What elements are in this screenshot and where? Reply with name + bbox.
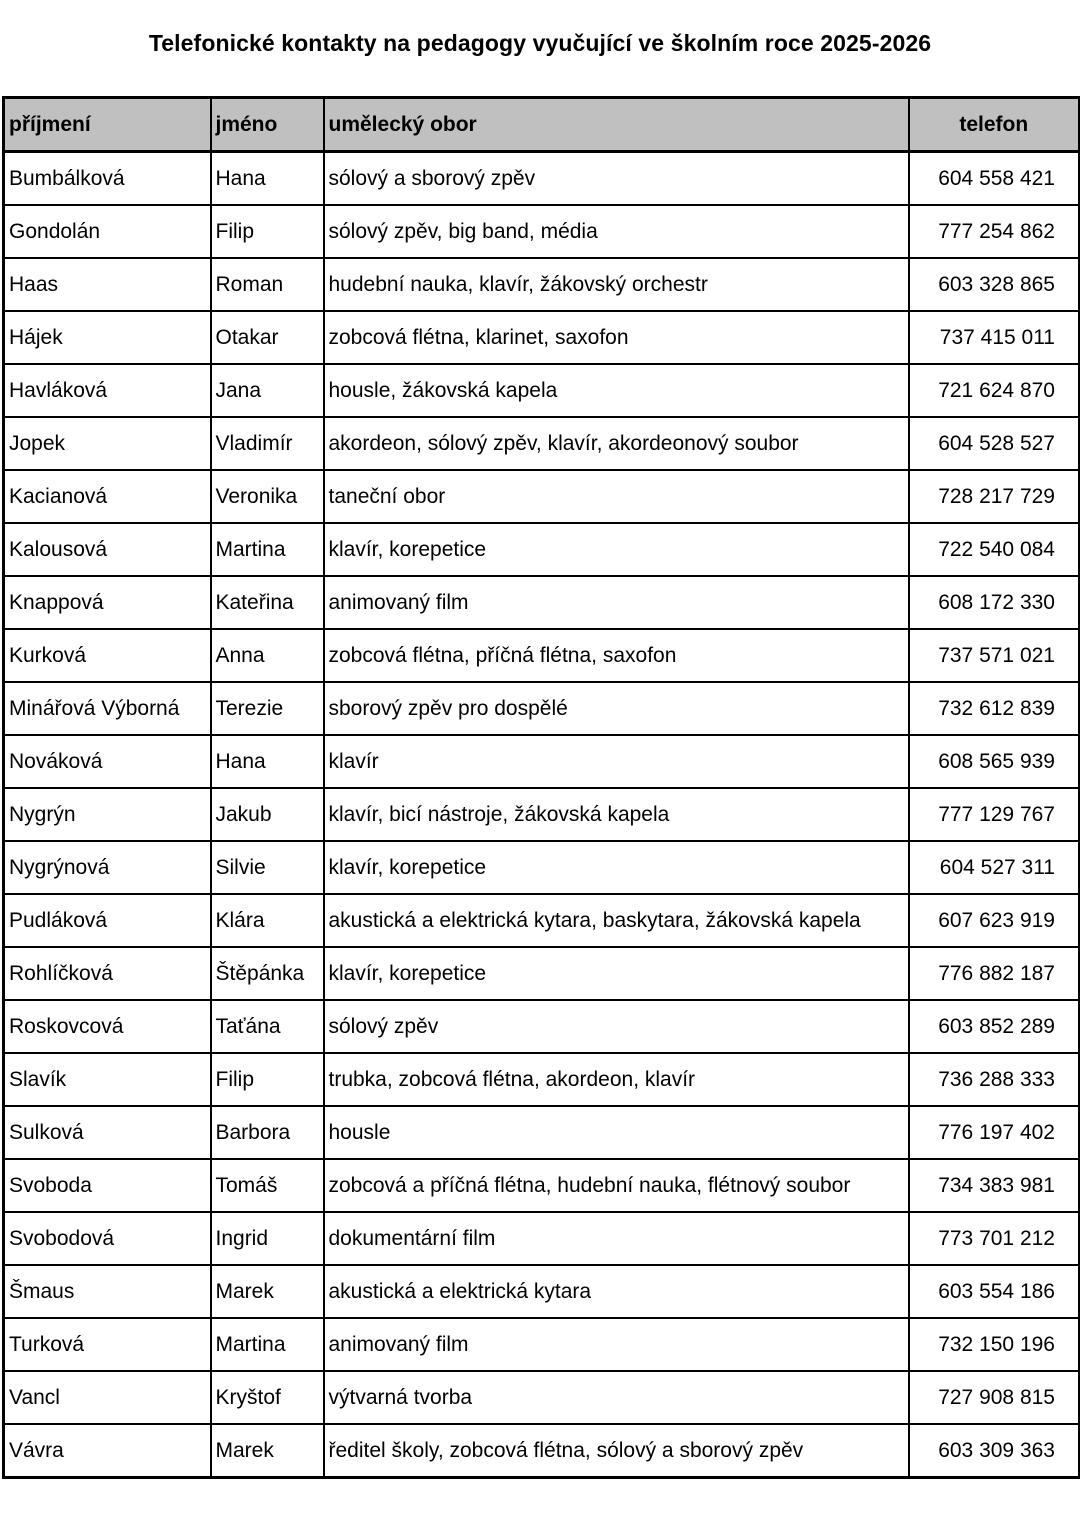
table-row bbox=[4, 258, 1080, 311]
table-row bbox=[4, 576, 1080, 629]
table-row bbox=[4, 1000, 1080, 1053]
cell-surname: Minářová Výborná bbox=[4, 682, 211, 735]
cell-phone: 777 254 862 bbox=[909, 205, 1080, 258]
table-row bbox=[4, 1053, 1080, 1106]
cell-surname: Svobodová bbox=[4, 1212, 211, 1265]
cell-field: zobcová a příčná flétna, hudební nauka, flétnový soubor bbox=[324, 1159, 909, 1212]
cell-surname: Vancl bbox=[4, 1371, 211, 1424]
cell-phone: 777 129 767 bbox=[909, 788, 1080, 841]
cell-surname: Rohlíčková bbox=[4, 947, 211, 1000]
cell-first-name: Martina bbox=[211, 523, 324, 576]
cell-first-name: Terezie bbox=[211, 682, 324, 735]
cell-phone: 734 383 981 bbox=[909, 1159, 1080, 1212]
cell-first-name: Marek bbox=[211, 1265, 324, 1318]
column-header-first-name: jméno bbox=[211, 98, 324, 152]
table-row bbox=[4, 1424, 1080, 1478]
cell-field: sólový zpěv bbox=[324, 1000, 909, 1053]
table-row bbox=[4, 629, 1080, 682]
cell-phone: 773 701 212 bbox=[909, 1212, 1080, 1265]
table-row bbox=[4, 470, 1080, 523]
cell-field: akustická a elektrická kytara bbox=[324, 1265, 909, 1318]
cell-field: klavír bbox=[324, 735, 909, 788]
cell-surname: Havláková bbox=[4, 364, 211, 417]
cell-surname: Pudláková bbox=[4, 894, 211, 947]
cell-phone: 727 908 815 bbox=[909, 1371, 1080, 1424]
cell-first-name: Veronika bbox=[211, 470, 324, 523]
cell-first-name: Taťána bbox=[211, 1000, 324, 1053]
cell-first-name: Ingrid bbox=[211, 1212, 324, 1265]
table-row bbox=[4, 947, 1080, 1000]
cell-phone: 776 882 187 bbox=[909, 947, 1080, 1000]
cell-phone: 736 288 333 bbox=[909, 1053, 1080, 1106]
table-row bbox=[4, 1371, 1080, 1424]
cell-first-name: Hana bbox=[211, 152, 324, 206]
table-row bbox=[4, 735, 1080, 788]
cell-phone: 603 328 865 bbox=[909, 258, 1080, 311]
cell-surname: Svoboda bbox=[4, 1159, 211, 1212]
column-header-field: umělecký obor bbox=[324, 98, 909, 152]
table-row bbox=[4, 523, 1080, 576]
cell-field: klavír, korepetice bbox=[324, 841, 909, 894]
cell-field: zobcová flétna, příčná flétna, saxofon bbox=[324, 629, 909, 682]
table-row bbox=[4, 1265, 1080, 1318]
cell-phone: 604 528 527 bbox=[909, 417, 1080, 470]
cell-first-name: Marek bbox=[211, 1424, 324, 1478]
cell-first-name: Anna bbox=[211, 629, 324, 682]
cell-surname: Šmaus bbox=[4, 1265, 211, 1318]
cell-surname: Gondolán bbox=[4, 205, 211, 258]
cell-field: trubka, zobcová flétna, akordeon, klavír bbox=[324, 1053, 909, 1106]
cell-phone: 607 623 919 bbox=[909, 894, 1080, 947]
cell-phone: 728 217 729 bbox=[909, 470, 1080, 523]
cell-first-name: Silvie bbox=[211, 841, 324, 894]
table-row bbox=[4, 364, 1080, 417]
cell-first-name: Kryštof bbox=[211, 1371, 324, 1424]
cell-phone: 604 527 311 bbox=[909, 841, 1080, 894]
table-header-row bbox=[4, 98, 1080, 152]
cell-first-name: Vladimír bbox=[211, 417, 324, 470]
cell-field: výtvarná tvorba bbox=[324, 1371, 909, 1424]
cell-field: taneční obor bbox=[324, 470, 909, 523]
cell-field: sólový zpěv, big band, média bbox=[324, 205, 909, 258]
cell-first-name: Jana bbox=[211, 364, 324, 417]
cell-phone: 737 415 011 bbox=[909, 311, 1080, 364]
cell-first-name: Barbora bbox=[211, 1106, 324, 1159]
cell-surname: Bumbálková bbox=[4, 152, 211, 206]
cell-field: animovaný film bbox=[324, 576, 909, 629]
cell-surname: Knappová bbox=[4, 576, 211, 629]
cell-field: dokumentární film bbox=[324, 1212, 909, 1265]
column-header-phone: telefon bbox=[909, 98, 1080, 152]
cell-phone: 608 565 939 bbox=[909, 735, 1080, 788]
cell-field: ředitel školy, zobcová flétna, sólový a sborový zpěv bbox=[324, 1424, 909, 1478]
table-row bbox=[4, 417, 1080, 470]
table-row bbox=[4, 152, 1080, 206]
cell-surname: Vávra bbox=[4, 1424, 211, 1478]
contacts-table bbox=[2, 96, 1080, 1479]
page-title: Telefonické kontakty na pedagogy vyučující ve školním roce 2025-2026 bbox=[148, 30, 932, 56]
cell-field: housle bbox=[324, 1106, 909, 1159]
cell-field: akordeon, sólový zpěv, klavír, akordeonový soubor bbox=[324, 417, 909, 470]
cell-first-name: Klára bbox=[211, 894, 324, 947]
cell-surname: Kacianová bbox=[4, 470, 211, 523]
cell-surname: Kalousová bbox=[4, 523, 211, 576]
cell-field: akustická a elektrická kytara, baskytara, žákovská kapela bbox=[324, 894, 909, 947]
cell-field: klavír, bicí nástroje, žákovská kapela bbox=[324, 788, 909, 841]
cell-field: sborový zpěv pro dospělé bbox=[324, 682, 909, 735]
cell-first-name: Otakar bbox=[211, 311, 324, 364]
cell-field: sólový a sborový zpěv bbox=[324, 152, 909, 206]
table-row bbox=[4, 1106, 1080, 1159]
cell-first-name: Kateřina bbox=[211, 576, 324, 629]
cell-phone: 604 558 421 bbox=[909, 152, 1080, 206]
column-header-surname: příjmení bbox=[4, 98, 211, 152]
cell-first-name: Martina bbox=[211, 1318, 324, 1371]
cell-surname: Jopek bbox=[4, 417, 211, 470]
cell-first-name: Štěpánka bbox=[211, 947, 324, 1000]
cell-first-name: Roman bbox=[211, 258, 324, 311]
table-row bbox=[4, 1318, 1080, 1371]
cell-surname: Nygrýn bbox=[4, 788, 211, 841]
cell-surname: Sulková bbox=[4, 1106, 211, 1159]
cell-first-name: Filip bbox=[211, 205, 324, 258]
cell-first-name: Jakub bbox=[211, 788, 324, 841]
cell-phone: 722 540 084 bbox=[909, 523, 1080, 576]
cell-surname: Hájek bbox=[4, 311, 211, 364]
cell-surname: Nygrýnová bbox=[4, 841, 211, 894]
table-row bbox=[4, 1159, 1080, 1212]
cell-surname: Roskovcová bbox=[4, 1000, 211, 1053]
table-row bbox=[4, 205, 1080, 258]
cell-phone: 603 852 289 bbox=[909, 1000, 1080, 1053]
cell-surname: Kurková bbox=[4, 629, 211, 682]
cell-field: animovaný film bbox=[324, 1318, 909, 1371]
table-row bbox=[4, 894, 1080, 947]
cell-surname: Nováková bbox=[4, 735, 211, 788]
cell-phone: 737 571 021 bbox=[909, 629, 1080, 682]
cell-first-name: Filip bbox=[211, 1053, 324, 1106]
cell-surname: Haas bbox=[4, 258, 211, 311]
cell-field: hudební nauka, klavír, žákovský orchestr bbox=[324, 258, 909, 311]
cell-field: zobcová flétna, klarinet, saxofon bbox=[324, 311, 909, 364]
cell-phone: 721 624 870 bbox=[909, 364, 1080, 417]
cell-phone: 603 554 186 bbox=[909, 1265, 1080, 1318]
cell-first-name: Hana bbox=[211, 735, 324, 788]
cell-surname: Slavík bbox=[4, 1053, 211, 1106]
cell-phone: 603 309 363 bbox=[909, 1424, 1080, 1478]
cell-phone: 732 612 839 bbox=[909, 682, 1080, 735]
cell-surname: Turková bbox=[4, 1318, 211, 1371]
table-row bbox=[4, 841, 1080, 894]
table-row bbox=[4, 311, 1080, 364]
table-row bbox=[4, 682, 1080, 735]
cell-phone: 776 197 402 bbox=[909, 1106, 1080, 1159]
table-row bbox=[4, 1212, 1080, 1265]
cell-field: klavír, korepetice bbox=[324, 947, 909, 1000]
cell-phone: 732 150 196 bbox=[909, 1318, 1080, 1371]
cell-first-name: Tomáš bbox=[211, 1159, 324, 1212]
table-row bbox=[4, 788, 1080, 841]
cell-field: klavír, korepetice bbox=[324, 523, 909, 576]
cell-phone: 608 172 330 bbox=[909, 576, 1080, 629]
table-body bbox=[4, 152, 1080, 1478]
cell-field: housle, žákovská kapela bbox=[324, 364, 909, 417]
